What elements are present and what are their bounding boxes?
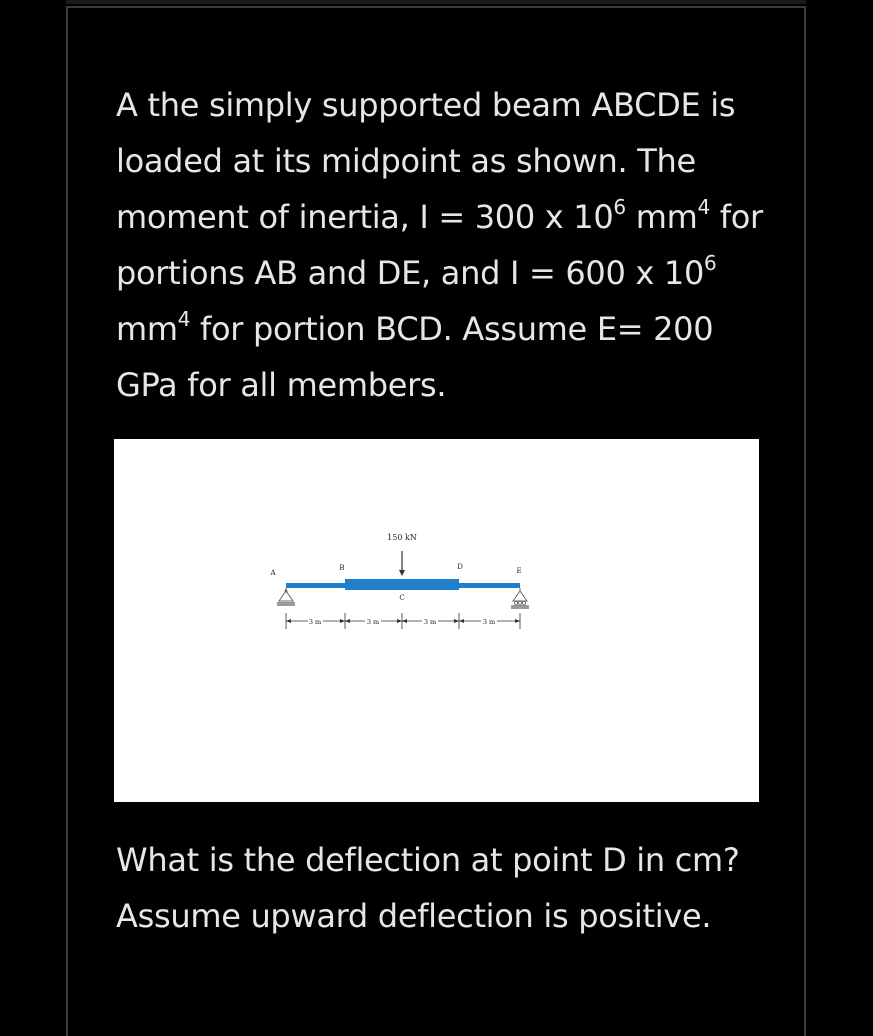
- load-label: 150 kN: [387, 533, 417, 542]
- dimension-label-bc: 3 m: [366, 618, 380, 626]
- question-text: What is the deflection at point D in cm? Assume upward deflection is positive.: [116, 841, 740, 935]
- beam-segment-ab: [286, 583, 345, 588]
- pin-support-a: [277, 588, 295, 606]
- beam-segment-bcd: [345, 579, 459, 590]
- point-label-a: A: [270, 569, 276, 577]
- point-label-b: B: [339, 564, 345, 572]
- beam-segment-de: [459, 583, 520, 588]
- problem-statement: A the simply supported beam ABCDE is loaded at its midpoint as shown. The moment of inertia, I = 300 x $10^6$ $mm^4$ for portions AB and DE, and I = 600 x $10^6$ $mm^4$ for portion BCD. Assume E= 200 GPa for all members.: [116, 86, 763, 404]
- beam-diagram: [114, 439, 759, 802]
- top-border: [66, 0, 806, 4]
- dimension-label-cd: 3 m: [423, 618, 437, 626]
- point-label-d: D: [457, 563, 463, 571]
- dimension-label-ab: 3 m: [308, 618, 322, 626]
- dimension-label-de: 3 m: [482, 618, 496, 626]
- point-label-e: E: [516, 567, 522, 575]
- beam-figure: [114, 439, 759, 802]
- point-label-c: C: [399, 594, 405, 602]
- roller-support-e: [511, 588, 529, 609]
- load-arrow: [399, 551, 405, 576]
